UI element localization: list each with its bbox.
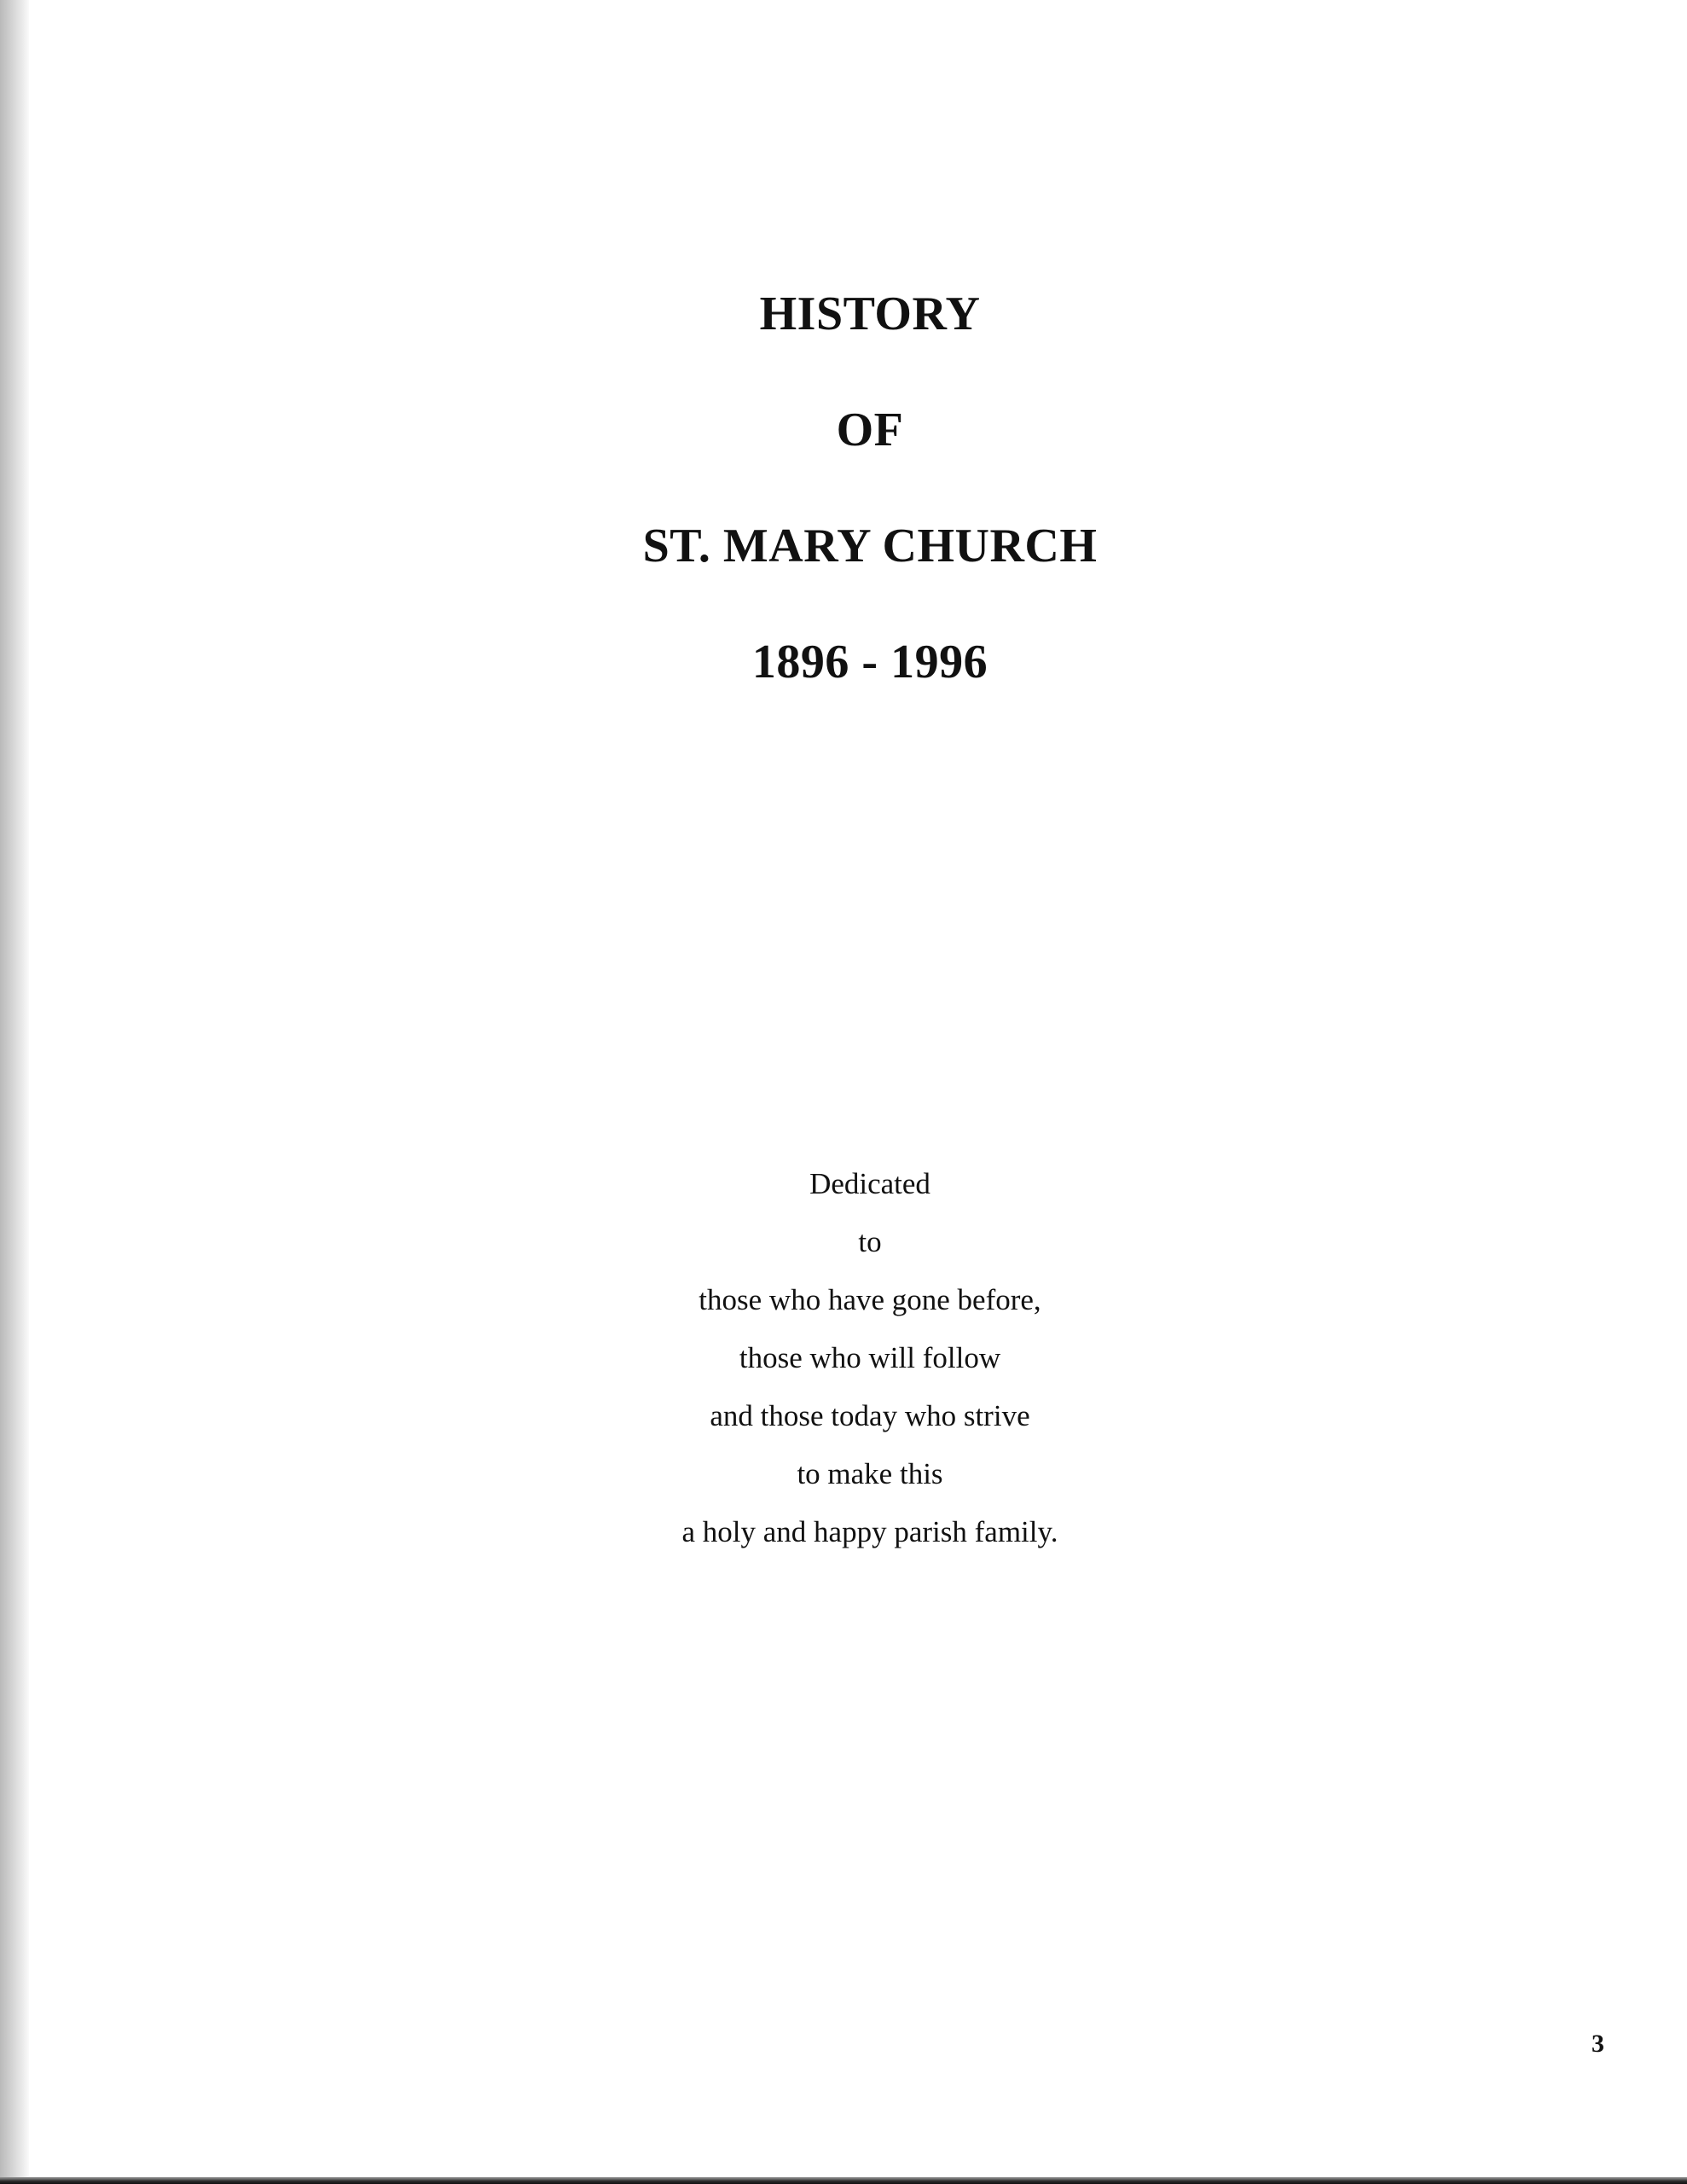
dedication-line: those who have gone before, [699, 1283, 1041, 1316]
dedication-block [0, 1169, 1687, 1575]
dedication-line: those who will follow [739, 1341, 1001, 1374]
title-church-name: ST. MARY CHURCH [642, 520, 1098, 572]
page-number: 3 [1591, 2030, 1604, 2058]
dedication-line: and those today who strive [710, 1399, 1030, 1432]
title-years: 1896 - 1996 [751, 636, 988, 688]
title-block [0, 290, 1687, 754]
dedication-line: a holy and happy parish family. [681, 1515, 1058, 1548]
title-of: OF [836, 404, 904, 456]
dedication-line: to [858, 1225, 882, 1258]
page-bottom-edge [0, 2177, 1687, 2184]
dedication-line: Dedicated [809, 1167, 930, 1200]
title-history: HISTORY [759, 288, 981, 340]
dedication-line: to make this [797, 1457, 943, 1490]
